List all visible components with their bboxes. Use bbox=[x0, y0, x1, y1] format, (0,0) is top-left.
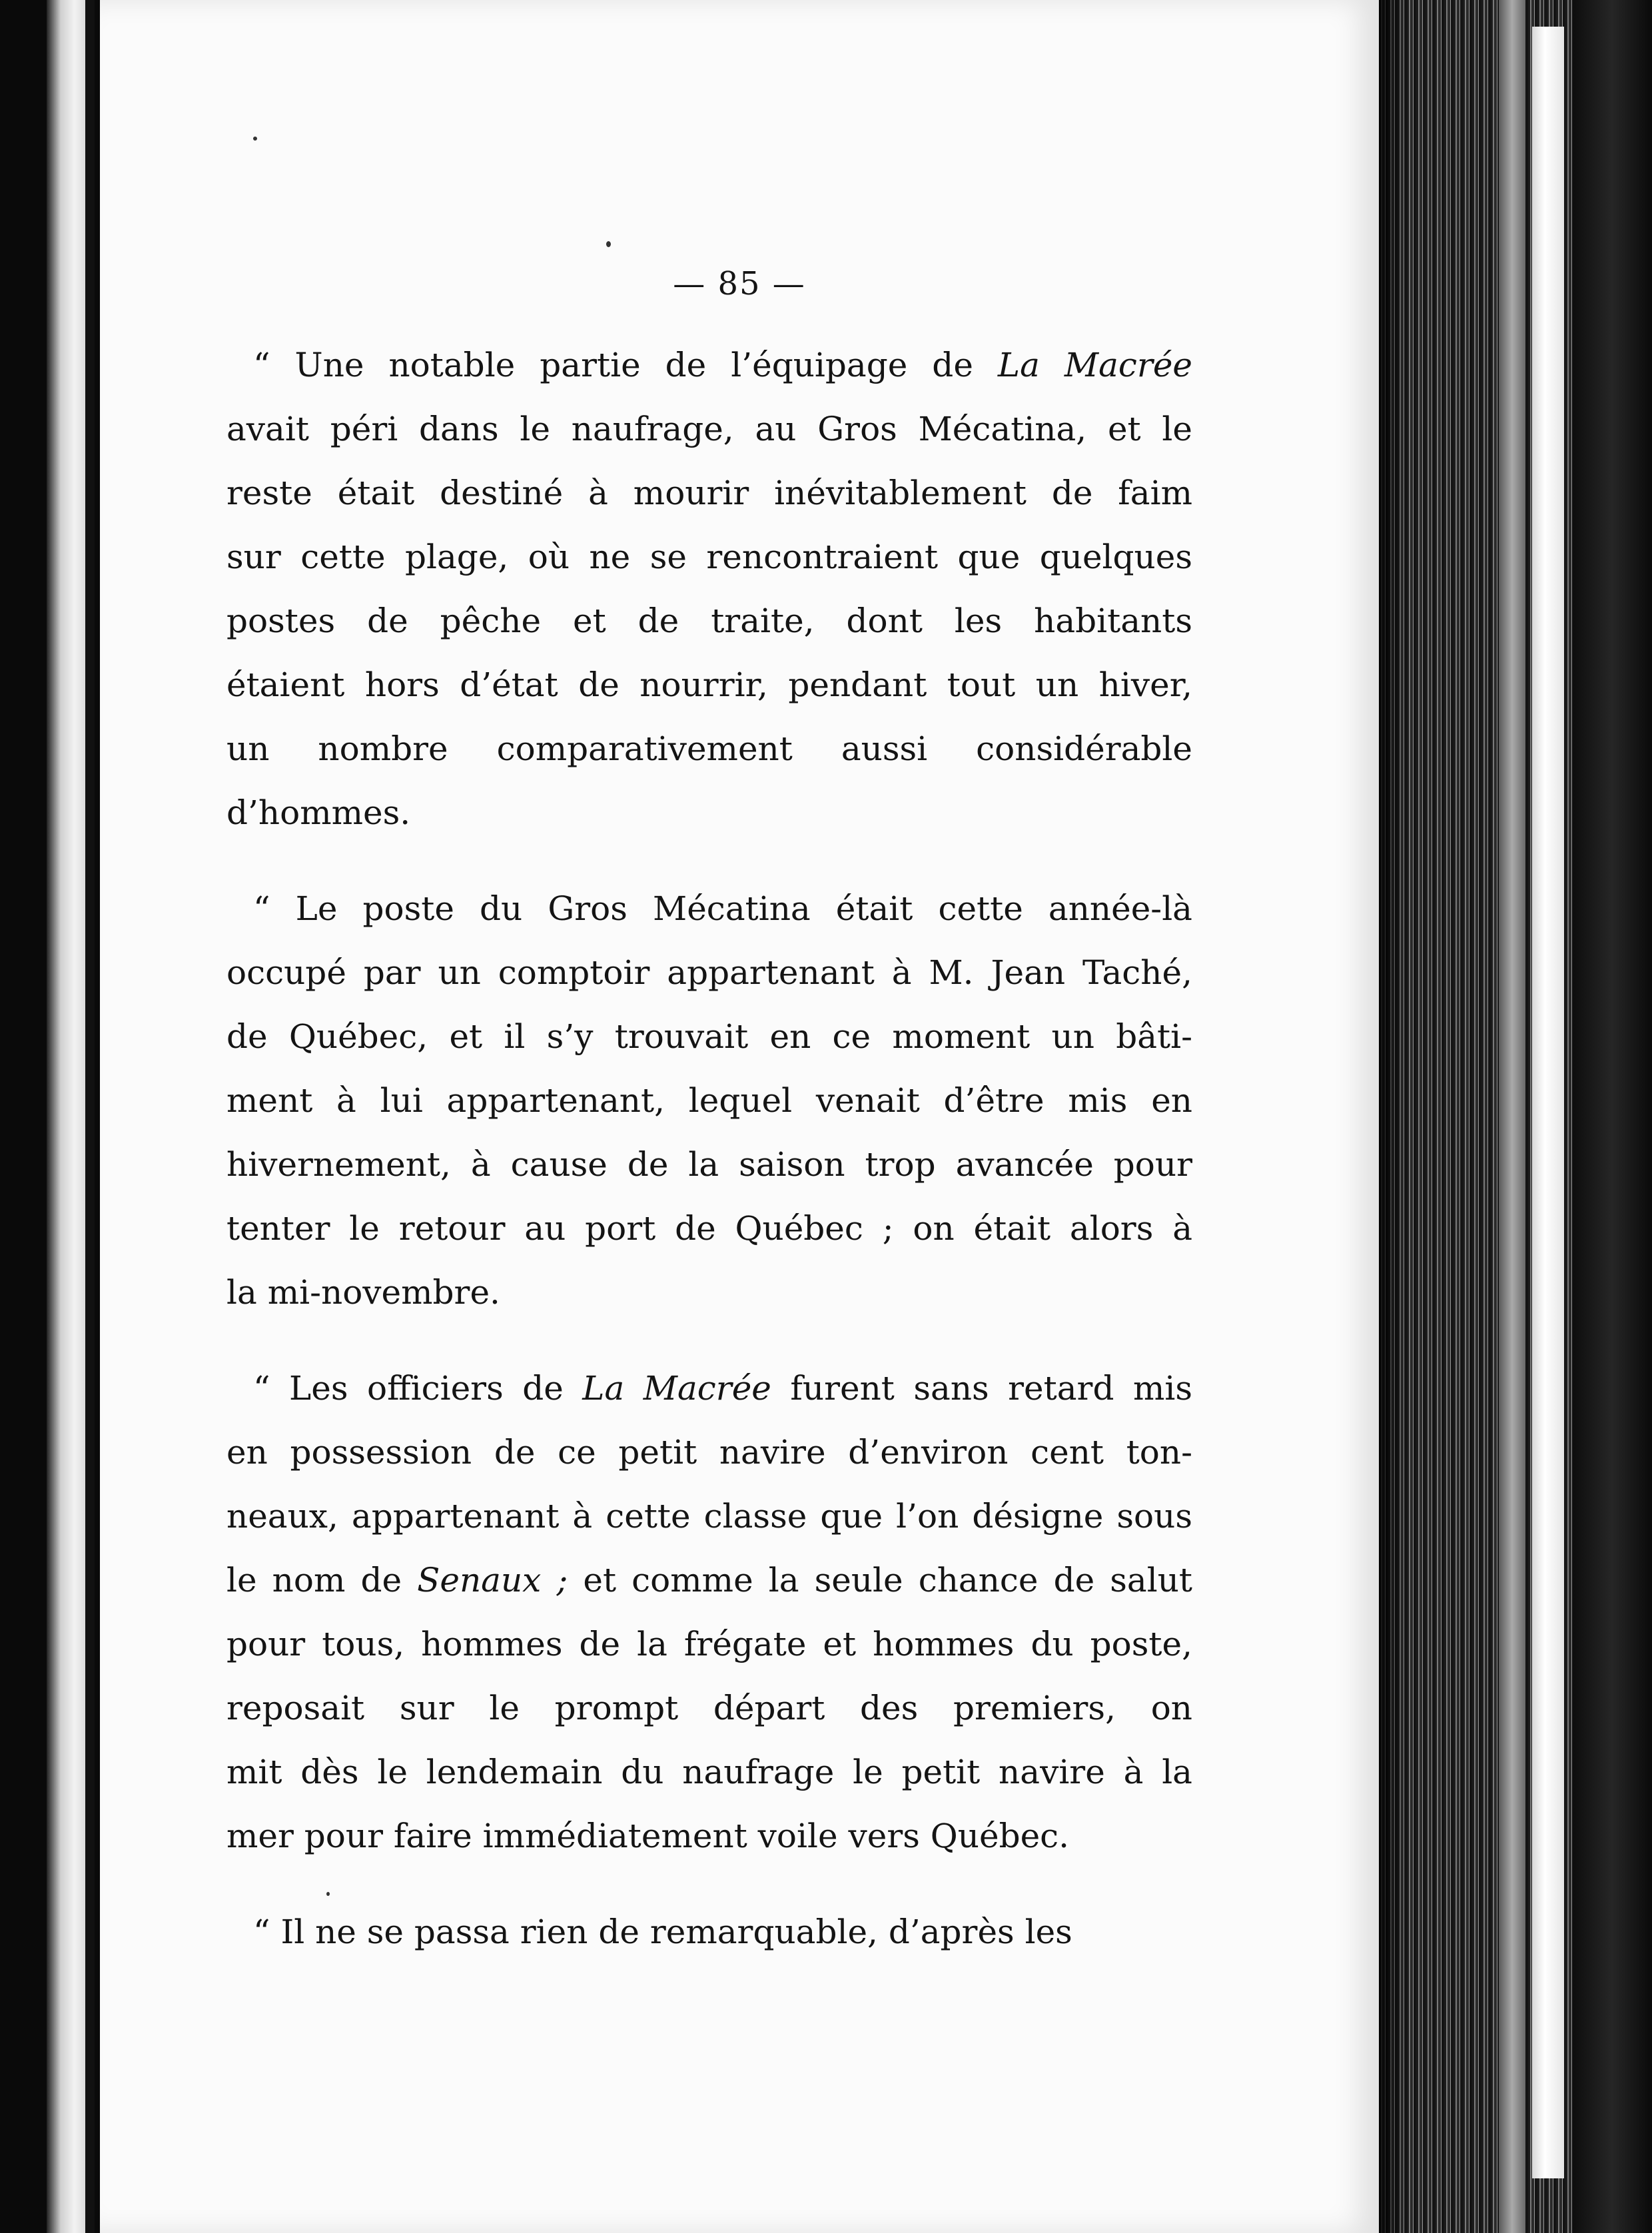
book-cover-edge bbox=[1572, 0, 1652, 2233]
text-run: pour tous, hommes de la frégate et hommes du poste, bbox=[226, 1625, 1192, 1663]
paragraph bbox=[226, 1900, 1192, 1964]
text-line bbox=[226, 1005, 1192, 1069]
text-line bbox=[226, 1484, 1192, 1548]
stacked-pages bbox=[1499, 0, 1525, 2233]
text-line bbox=[226, 1069, 1192, 1132]
text-line bbox=[226, 333, 1192, 397]
text-run: ment à lui appartenant, lequel venait d’être mis en bbox=[226, 1081, 1192, 1120]
next-page-edge bbox=[1532, 27, 1564, 2178]
text-line bbox=[226, 1132, 1192, 1196]
italic-text: La Macrée bbox=[997, 346, 1192, 384]
book-block-edge bbox=[1379, 0, 1652, 2233]
text-line bbox=[226, 1740, 1192, 1804]
text-run: la mi-novembre. bbox=[226, 1273, 500, 1312]
text-line bbox=[226, 1548, 1192, 1612]
text-line bbox=[226, 941, 1192, 1005]
text-run: tenter le retour au port de Québec ; on était alors à bbox=[226, 1209, 1192, 1248]
text-run: “ Les officiers de bbox=[253, 1369, 583, 1408]
text-run: mit dès le lendemain du naufrage le petit navire à la bbox=[226, 1753, 1192, 1791]
paragraph bbox=[226, 333, 1192, 845]
paper-speck bbox=[326, 1892, 330, 1896]
page-number: — 85 — bbox=[673, 265, 806, 302]
text-run: étaient hors d’état de nourrir, pendant tout un hiver, bbox=[226, 666, 1192, 704]
text-line bbox=[226, 1900, 1192, 1964]
text-line bbox=[226, 781, 1192, 845]
text-line bbox=[226, 1420, 1192, 1484]
text-run: “ Il ne se passa rien de remarquable, d’après les bbox=[253, 1913, 1072, 1951]
paragraph bbox=[226, 877, 1192, 1324]
text-run: postes de pêche et de traite, dont les habitants bbox=[226, 602, 1192, 640]
text-run: le nom de bbox=[226, 1561, 418, 1599]
text-line bbox=[226, 397, 1192, 461]
text-run: et comme la seule chance de salut bbox=[568, 1561, 1193, 1599]
text-run: “ Une notable partie de l’équipage de bbox=[253, 346, 998, 384]
text-line bbox=[226, 589, 1192, 653]
text-line bbox=[226, 1196, 1192, 1260]
text-line bbox=[226, 1260, 1192, 1324]
previous-page-sliver bbox=[47, 0, 87, 2233]
book-page bbox=[100, 0, 1379, 2233]
text-line bbox=[226, 1356, 1192, 1420]
previous-page-edge bbox=[0, 0, 100, 2233]
text-run: reste était destiné à mourir inévitablement de faim bbox=[226, 474, 1192, 512]
text-run: d’hommes. bbox=[226, 793, 411, 832]
text-run: un nombre comparativement aussi considérable bbox=[226, 729, 1192, 768]
text-line bbox=[226, 461, 1192, 525]
text-line bbox=[226, 1804, 1192, 1868]
text-run: “ Le poste du Gros Mécatina était cette année-là bbox=[253, 889, 1192, 928]
text-run: occupé par un comptoir appartenant à M. Jean Taché, bbox=[226, 953, 1192, 992]
text-run: de Québec, et il s’y trouvait en ce moment un bâti- bbox=[226, 1017, 1192, 1056]
text-run: reposait sur le prompt départ des premiers, on bbox=[226, 1689, 1192, 1727]
text-line bbox=[226, 1676, 1192, 1740]
text-run: mer pour faire immédiatement voile vers Québec. bbox=[226, 1817, 1070, 1855]
paper-speck bbox=[253, 137, 257, 141]
text-run: neaux, appartenant à cette classe que l’on désigne sous bbox=[226, 1497, 1192, 1536]
gutter-shadow bbox=[85, 0, 95, 2233]
text-line bbox=[226, 717, 1192, 781]
text-run: furent sans retard mis bbox=[771, 1369, 1193, 1408]
text-run: en possession de ce petit navire d’environ cent ton- bbox=[226, 1433, 1192, 1472]
text-line bbox=[226, 653, 1192, 717]
text-run: avait péri dans le naufrage, au Gros Mécatina, et le bbox=[226, 410, 1192, 448]
text-run: sur cette plage, où ne se rencontraient que quelques bbox=[226, 538, 1192, 576]
italic-text: La Macrée bbox=[582, 1369, 771, 1408]
page-text bbox=[226, 333, 1192, 1964]
text-line bbox=[226, 525, 1192, 589]
text-line bbox=[226, 1612, 1192, 1676]
text-line bbox=[226, 877, 1192, 941]
text-run: hivernement, à cause de la saison trop avancée pour bbox=[226, 1145, 1192, 1184]
page-fold-shadow bbox=[1379, 0, 1406, 2233]
paragraph bbox=[226, 1356, 1192, 1868]
paper-speck bbox=[606, 241, 611, 247]
italic-text: Senaux ; bbox=[417, 1561, 568, 1599]
